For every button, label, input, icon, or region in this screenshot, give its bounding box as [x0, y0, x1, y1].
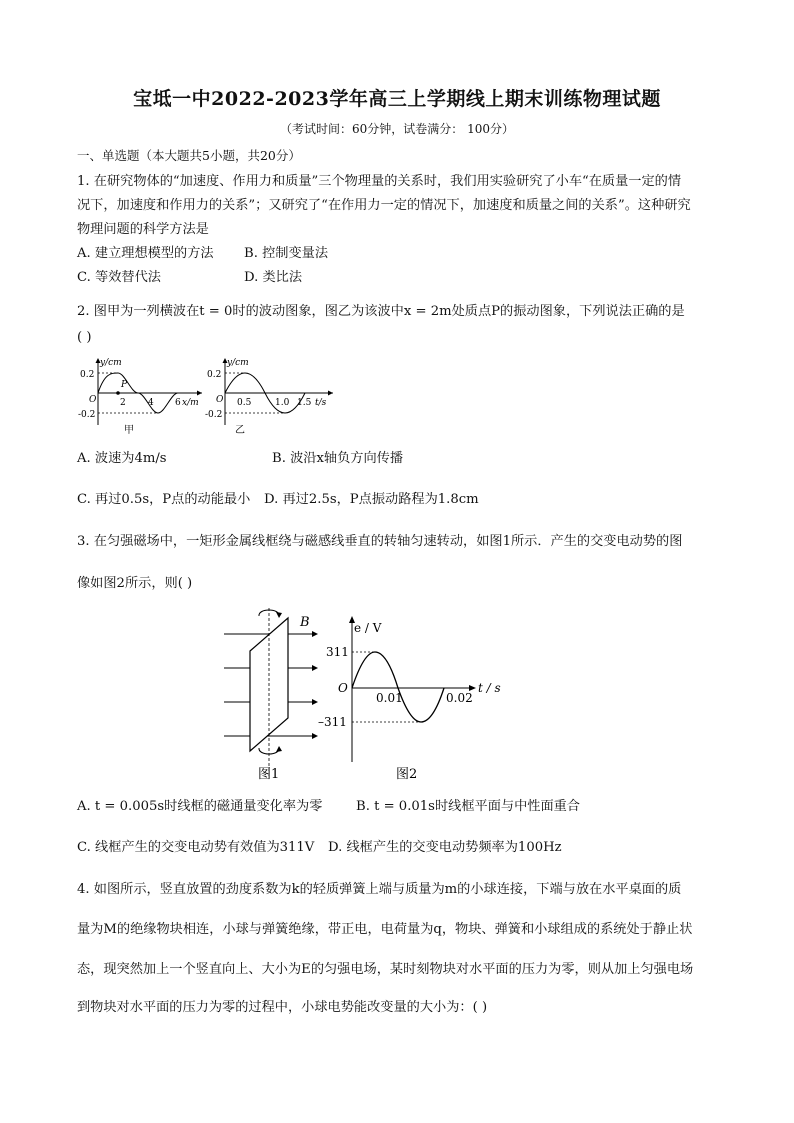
jia-x-label: x/m: [182, 398, 199, 408]
section-heading: 一、单选题（本大题共5小题，共20分）: [77, 148, 301, 163]
emf-curve: [352, 652, 444, 722]
q2-option-b: B. 波沿x轴负方向传播: [272, 451, 404, 466]
fig2-caption: 图2: [396, 767, 418, 782]
q1-line-1: 1. 在研究物体的“加速度、作用力和质量”三个物理量的关系时，我们用实验研究了小车“在质量一定的情: [77, 174, 682, 189]
q4-line-3: 态，现突然加上一个竖直向上、大小为E的匀强电场，某时刻物块对水平面的压力为零，则从加上匀强电场: [77, 962, 694, 977]
yi-pos-label: 0.2: [207, 370, 222, 380]
emf-origin: O: [338, 681, 348, 695]
emf-tick-001: 0.01: [376, 691, 403, 705]
emf-neg-label: –311: [318, 715, 347, 729]
q1-line-3: 物理问题的科学方法是: [77, 222, 209, 237]
jia-tick-6: 6: [175, 398, 181, 408]
yi-caption: 乙: [235, 425, 245, 435]
exam-title: 宝坻一中2022-2023学年高三上学期线上期末训练物理试题: [133, 88, 661, 110]
yi-neg-label: -0.2: [205, 410, 223, 420]
yi-t-label: t/s: [315, 398, 327, 408]
q1-option-b: B. 控制变量法: [244, 246, 329, 261]
yi-y-label: y/cm: [227, 358, 249, 368]
q3-line-2: 像如图2所示，则( ): [77, 576, 193, 591]
fig1-caption: 图1: [258, 767, 280, 782]
q1-option-d: D. 类比法: [244, 270, 303, 285]
emf-t-label: t / s: [478, 681, 501, 695]
yi-t-arrow: [328, 391, 333, 396]
emf-pos-label: 311: [326, 645, 349, 659]
q1-line-2: 况下，加速度和作用力的关系”；又研究了“在作用力一定的情况下，加速度和质量之间的关系”。这种研究: [77, 198, 691, 213]
q4-line-1: 4. 如图所示，竖直放置的劲度系数为k的轻质弹簧上端与质量为m的小球连接，下端与放在水平桌面的质: [77, 882, 682, 897]
jia-y-label: y/cm: [100, 358, 122, 368]
yi-tick-10: 1.0: [275, 398, 290, 408]
figure-2-emf-graph: [318, 612, 508, 784]
figure-1: [218, 606, 324, 786]
jia-point-p: [116, 391, 120, 395]
q2-option-a: A. 波速为4m/s: [77, 451, 167, 466]
q4-line-4: 到物块对水平面的压力为零的过程中，小球电势能改变量的大小为：( ): [77, 1000, 488, 1015]
emf-tick-002: 0.02: [446, 691, 473, 705]
yi-tick-15: 1.5: [297, 398, 312, 408]
graph-jia: [78, 355, 208, 435]
q1-option-c: C. 等效替代法: [77, 270, 161, 285]
graph-yi: [205, 355, 340, 435]
q1-option-a: A. 建立理想模型的方法: [77, 246, 214, 261]
jia-neg-label: -0.2: [78, 410, 96, 420]
q3-option-c: C. 线框产生的交变电动势有效值为311V: [77, 840, 315, 855]
yi-tick-05: 0.5: [237, 398, 252, 408]
jia-tick-2: 2: [120, 398, 126, 408]
jia-tick-4: 4: [148, 398, 154, 408]
q3-option-a: A. t = 0.005s时线框的磁通量变化率为零: [77, 799, 323, 814]
q2-line-1: 2. 图甲为一列横波在t = 0时的波动图象，图乙为该波中x = 2m处质点P的振动图象，下列说法正确的是: [77, 304, 685, 319]
yi-origin: O: [216, 395, 224, 405]
jia-pos-label: 0.2: [80, 370, 95, 380]
field-label-b: B: [300, 615, 310, 630]
q2-option-d: D. 再过2.5s，P点振动路程为1.8cm: [264, 492, 479, 507]
jia-caption: 甲: [124, 425, 134, 435]
q3-line-1: 3. 在匀强磁场中，一矩形金属线框绕与磁感线垂直的转轴匀速转动，如图1所示．产生的交变电动势的图: [77, 534, 683, 549]
q2-option-c: C. 再过0.5s，P点的动能最小: [77, 492, 251, 507]
exam-subtitle: （考试时间：60分钟，试卷满分： 100分）: [280, 122, 514, 136]
emf-y-label: e / V: [354, 621, 382, 635]
q3-option-d: D. 线框产生的交变电动势频率为100Hz: [328, 840, 562, 855]
jia-point-label: P: [121, 380, 128, 390]
q3-option-b: B. t = 0.01s时线框平面与中性面重合: [356, 799, 580, 814]
q2-line-2: ( ): [77, 330, 92, 345]
jia-x-arrow: [197, 391, 202, 396]
q4-line-2: 量为M的绝缘物块相连，小球与弹簧绝缘，带正电，电荷量为q，物块、弹簧和小球组成的系统处于静止状: [77, 922, 693, 937]
jia-origin: O: [89, 395, 97, 405]
